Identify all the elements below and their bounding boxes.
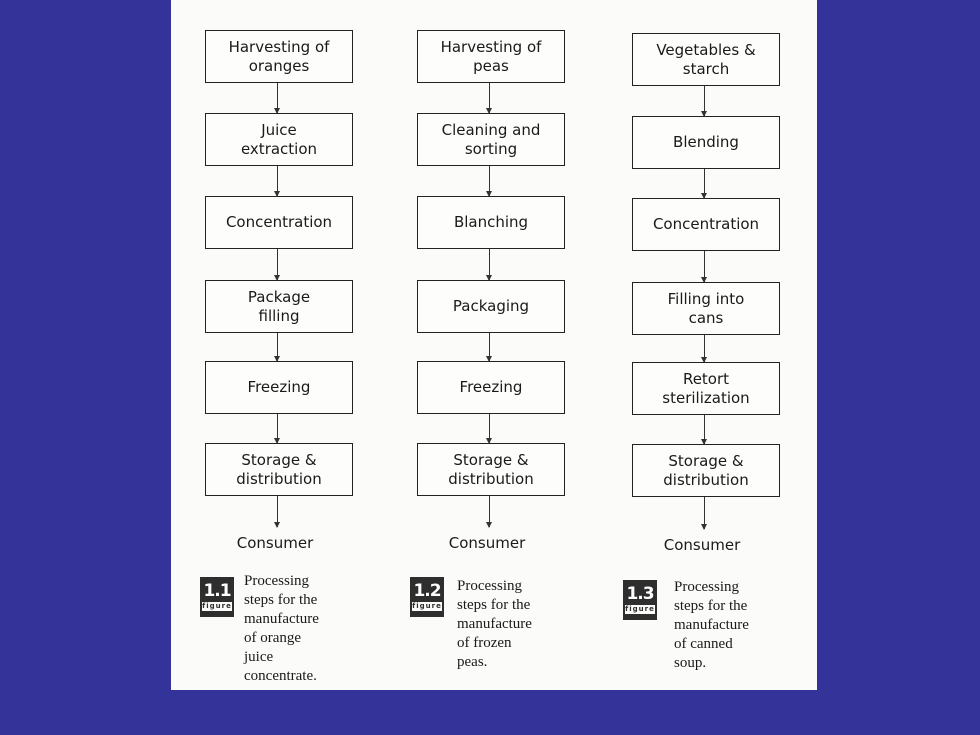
- flow-arrow: [704, 169, 705, 198]
- figure-badge: [200, 577, 234, 617]
- figure-badge: [410, 577, 444, 617]
- process-step-box: Packaging: [417, 280, 565, 333]
- flow-arrow: [704, 497, 705, 529]
- figure-word: figure: [625, 605, 655, 613]
- process-step-box: Storage & distribution: [632, 444, 780, 497]
- process-step-box: Vegetables & starch: [632, 33, 780, 86]
- flow-arrow: [489, 414, 490, 443]
- flow-arrow: [704, 415, 705, 444]
- flow-arrow: [489, 83, 490, 113]
- flow-arrow: [704, 335, 705, 362]
- flow-arrow: [704, 251, 705, 282]
- figure-caption: Processing steps for the manufacture of frozen peas.: [457, 578, 532, 670]
- process-step-box: Concentration: [205, 196, 353, 249]
- consumer-label: Consumer: [663, 536, 741, 554]
- flow-arrow: [277, 83, 278, 113]
- flow-arrow: [489, 333, 490, 361]
- flow-arrow: [277, 166, 278, 196]
- process-step-box: Blanching: [417, 196, 565, 249]
- flow-arrow: [489, 496, 490, 527]
- consumer-label: Consumer: [448, 534, 526, 552]
- figure-number: 1.2: [413, 581, 441, 601]
- flow-arrow: [489, 166, 490, 196]
- flow-arrow: [277, 414, 278, 443]
- process-step-box: Juice extraction: [205, 113, 353, 166]
- figure-badge: [623, 580, 657, 620]
- figure-number: 1.3: [626, 584, 654, 604]
- process-step-box: Filling into cans: [632, 282, 780, 335]
- figure-word: figure: [202, 602, 232, 610]
- flow-arrow: [277, 496, 278, 527]
- process-step-box: Freezing: [417, 361, 565, 414]
- flow-arrow: [277, 333, 278, 361]
- figure-caption: Processing steps for the manufacture of orange juice concentrate.: [244, 573, 319, 684]
- process-step-box: Blending: [632, 116, 780, 169]
- process-step-box: Storage & distribution: [417, 443, 565, 496]
- process-step-box: Harvesting of peas: [417, 30, 565, 83]
- process-step-box: Freezing: [205, 361, 353, 414]
- flow-arrow: [704, 86, 705, 116]
- process-step-box: Harvesting of oranges: [205, 30, 353, 83]
- flow-arrow: [277, 249, 278, 280]
- process-step-box: Retort sterilization: [632, 362, 780, 415]
- figure-caption: Processing steps for the manufacture of canned soup.: [674, 579, 749, 671]
- figure-number: 1.1: [203, 581, 231, 601]
- process-step-box: Package filling: [205, 280, 353, 333]
- process-step-box: Cleaning and sorting: [417, 113, 565, 166]
- process-step-box: Storage & distribution: [205, 443, 353, 496]
- process-step-box: Concentration: [632, 198, 780, 251]
- consumer-label: Consumer: [236, 534, 314, 552]
- flow-arrow: [489, 249, 490, 280]
- figure-word: figure: [412, 602, 442, 610]
